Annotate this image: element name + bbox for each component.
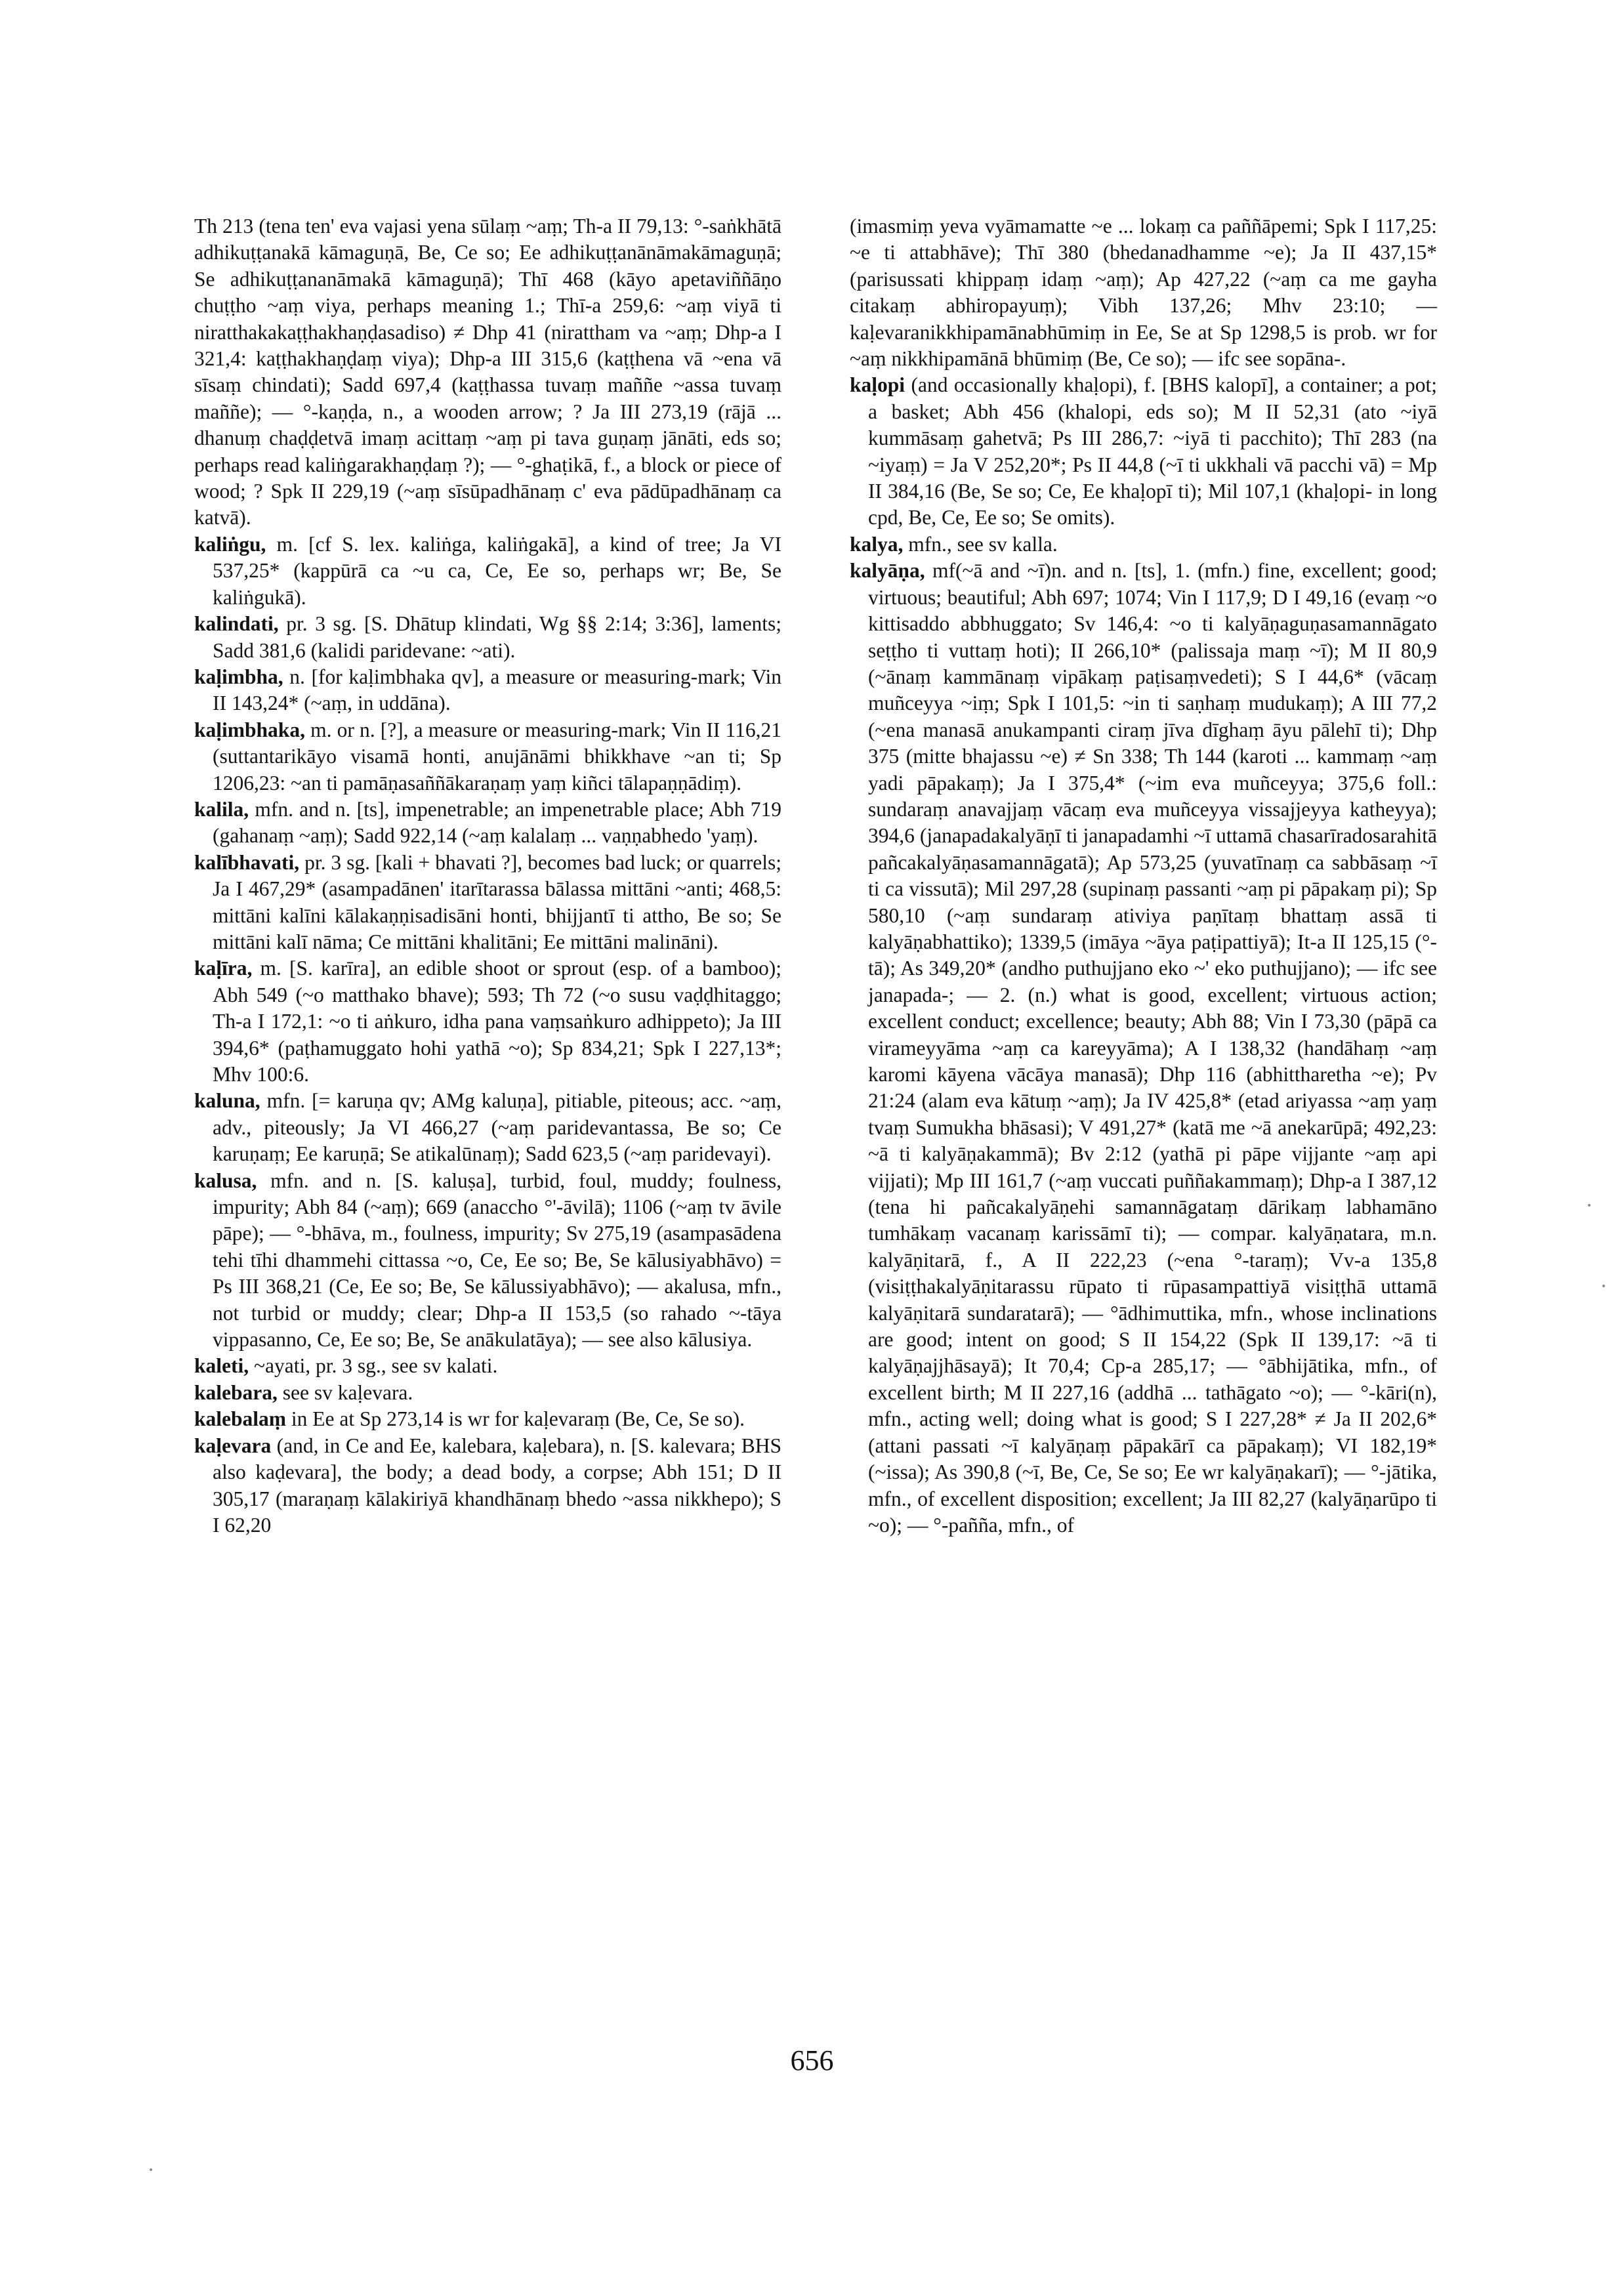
dictionary-entry	[194, 1380, 781, 1406]
entry-body: Th 213 (tena ten' eva vajasi yena sūlaṃ ~aṃ; Th-a II 79,13: °-saṅkhātā adhikuṭṭanakā kāmaguṇā, Be, Ce so; Ee adhikuṭṭanānāmakāmaguṇā; Se adhikuṭṭananāmakā kāmaguṇā); Thī 468 (kāyo apetaviññāṇo chuṭṭho ~aṃ viya, perhaps meaning 1.; Thī-a 259,6: ~aṃ viyā ti niratthakakaṭṭhakhaṇḍasadiso) ≠ Dhp 41 (nirattham va ~aṃ; Dhp-a I 321,4: kaṭṭhakhaṇḍaṃ viya); Dhp-a III 315,6 (kaṭṭhena vā ~ena vā sīsaṃ chindati); Sadd 697,4 (kaṭṭhassa tuvaṃ maññe ~assa tuvaṃ maññe); — °-kaṇḍa, n., a wooden arrow; ? Ja III 273,19 (rājā ... dhanuṃ chaḍḍetvā imaṃ acittaṃ ~aṃ pi tava guṇaṃ jānāti, eds so; perhaps read kaliṅgarakhaṇḍaṃ ?); — °-ghaṭikā, f., a block or piece of wood; ? Spk II 229,19 (~aṃ sīsūpadhānaṃ c' eva pādūpadhānaṃ ca katvā).	[194, 215, 781, 529]
dictionary-entry	[850, 558, 1437, 1539]
headword: kaleti,	[194, 1354, 249, 1378]
dictionary-entry	[194, 1406, 781, 1432]
entry-body: m. [cf S. lex. kaliṅga, kaliṅgakā], a kind of tree; Ja VI 537,25* (kappūrā ca ~u ca, Ce, Ee so, perhaps wr; Be, Se kaliṅgukā).	[213, 532, 781, 609]
headword: kalībhavati,	[194, 850, 300, 874]
headword: kaluna,	[194, 1089, 260, 1113]
entry-body: (and occasionally khaḷopi), f. [BHS kalopī], a container; a pot; a basket; Abh 456 (khalopi, eds so); M II 52,31 (ato ~iyā kummāsaṃ gahetvā; Ps III 286,7: ~iyā ti pacchito); Thī 283 (na ~iyaṃ) = Ja V 252,20*; Ps II 44,8 (~ī ti ukkhali vā pacchi vā) = Mp II 384,16 (Be, Se so; Ce, Ee khaḷopī ti); Mil 107,1 (khaḷopi- in long cpd, Be, Ce, Ee so; Se omits).	[868, 373, 1437, 529]
headword: kalyāṇa,	[850, 559, 925, 583]
scan-speck	[1602, 1285, 1605, 1287]
headword: kaḷimbhaka,	[194, 718, 305, 741]
dictionary-entry	[194, 955, 781, 1088]
dictionary-entry	[194, 1168, 781, 1354]
headword: kalusa,	[194, 1168, 257, 1192]
dictionary-entry	[850, 213, 1437, 372]
entry-body: see sv kaḷevara.	[277, 1380, 413, 1404]
entry-body: pr. 3 sg. [kali + bhavati ?], becomes bad luck; or quarrels; Ja I 467,29* (asampadānen' itarītarassa bālassa mittāni ~anti; 468,5: mittāni kalīni kālakaṇṇisadisāni honti, bhijjantī ti attho, Be so; Se mittāni kalī nāma; Ce mittāni khalitāni; Ee mittāni malināni).	[213, 850, 781, 953]
scan-speck	[150, 2168, 152, 2171]
entry-body: mf(~ā and ~ī)n. and n. [ts], 1. (mfn.) fine, excellent; good; virtuous; beautiful; Abh 697; 1074; Vin I 117,9; D I 49,16 (evaṃ ~o kittisaddo abbhuggato; Sv 146,4: ~o ti kalyāṇaguṇasamannāgato seṭṭho ti vuttaṃ hoti); II 266,10* (palissaja maṃ ~ī); M II 80,9 (~ānaṃ kammānaṃ vipākaṃ paṭisaṃvedeti); S I 44,6* (vācaṃ muñceyya ~iṃ; Spk I 101,5: ~in ti saṇhaṃ mudukaṃ); A III 77,2 (~ena manasā anukampanti ciraṃ jīva dīghaṃ āyu pālehī ti); Dhp 375 (mitte bhajassu ~e) ≠ Sn 338; Th 144 (karoti ... kammaṃ ~aṃ yadi pāpakaṃ); Ja I 375,4* (~im eva muñceyya; 375,6 foll.: sundaraṃ anavajjaṃ vācaṃ eva muñceyya vissajjeyya katheyya); 394,6 (janapadakalyāṇī ti janapadamhi ~ī uttamā chasarīradosarahitā pañcakalyāṇasamannāgatā); Ap 573,25 (yuvatīnaṃ ca sabbāsaṃ ~ī ti ca vissutā); Mil 297,28 (supinaṃ passanti ~aṃ pi pāpakaṃ pi); Sp 580,10 (~aṃ sundaraṃ ativiya paṇītaṃ bhattaṃ assā ti kalyāṇabhattiko); 1339,5 (imāya ~āya paṭipattiyā); It-a II 125,15 (°-tā); As 349,20* (andho puthujjano eko ~' eko puthujjano); — ifc see janapada-; — 2. (n.) what is good, excellent; virtuous action; excellent conduct; excellence; beauty; Abh 88; Vin I 73,30 (pāpā ca virameyyāma ~aṃ ca kareyyāma); A I 138,32 (handāhaṃ ~aṃ karomi kāyena vācāya manasā); Dhp 116 (abhittharetha ~e); Pv 21:24 (alam eva kātuṃ ~aṃ); Ja IV 425,8* (etad ariyassa ~aṃ yaṃ tvaṃ Sumukha bhāsasi); V 491,27* (katā me ~ā anekarūpā; 492,23: ~ā ti kalyāṇakammā); Bv 2:12 (yathā pi pāpe vijjante ~aṃ api vijjati); Mp III 161,7 (~aṃ vuccati puññakammaṃ); Dhp-a I 387,12 (tena hi pañcakalyāṇehi samannāgataṃ dārikaṃ labhamāno tumhākaṃ vacanaṃ karissāmī ti); — compar. kalyāṇatara, m.n. kalyāṇitarā, f., A II 222,23 (~ena °-taraṃ); Vv-a 135,8 (visiṭṭhakalyāṇitarassu rūpato ti rūpasampattiyā visiṭṭhā uttamā kalyāṇitarā sundaratarā); — °ādhimuttika, mfn., whose inclinations are good; intent on good; S II 154,22 (Spk II 139,17: ~ā ti kalyāṇajjhāsayā); It 70,4; Cp-a 285,17; — °ābhijātika, mfn., of excellent birth; M II 227,16 (addhā ... tathāgato ~o); — °-kāri(n), mfn., acting well; doing what is good; S I 227,28* ≠ Ja II 202,6* (attani passati ~ī kalyāṇaṃ pāpakārī ca pāpakaṃ); VI 182,19* (~issa); As 390,8 (~ī, Be, Ce, Se so; Ee wr kalyāṇakarī); — °-jātika, mfn., of excellent disposition; excellent; Ja III 82,27 (kalyāṇarūpo ti ~o); — °-pañña, mfn., of	[868, 559, 1437, 1537]
entry-body: pr. 3 sg. [S. Dhātup klindati, Wg §§ 2:14; 3:36], laments; Sadd 381,6 (kalidi paridevane: ~ati).	[213, 612, 781, 662]
headword: kaliṅgu,	[194, 532, 266, 556]
scan-speck	[1588, 1204, 1591, 1207]
headword: kalebara,	[194, 1380, 278, 1404]
headword: kalya,	[850, 532, 904, 556]
dictionary-entry	[194, 664, 781, 717]
entry-body: mfn. [= karuṇa qv; AMg kaluṇa], pitiable, piteous; acc. ~aṃ, adv., piteously; Ja VI 466,27 (~aṃ paridevantassa, Be so; Ce karuṇaṃ; Ee karuṇā; Se atikalūnaṃ); Sadd 623,5 (~aṃ paridevayi).	[213, 1089, 781, 1166]
headword: kaḷīra,	[194, 957, 253, 980]
headword: kaḷopi	[850, 373, 906, 397]
dictionary-entry	[194, 1088, 781, 1167]
dictionary-entry	[194, 850, 781, 956]
entry-body: in Ee at Sp 273,14 is wr for kaḷevaraṃ (Be, Ce, Se so).	[286, 1407, 745, 1431]
dictionary-entry	[850, 531, 1437, 558]
dictionary-entry	[194, 611, 781, 664]
headword: kalindati,	[194, 612, 279, 636]
left-column	[194, 213, 781, 1539]
entry-body: mfn. and n. [S. kaluṣa], turbid, foul, muddy; foulness, impurity; Abh 84 (~aṃ); 669 (anaccho °'-āvilā); 1106 (~aṃ tv āvile pāpe); — °-bhāva, m., foulness, impurity; Sv 275,19 (asampasādena tehi tīhi dhammehi cittassa ~o, Ce, Ee so; Be, Se kālusiyabhāvo) = Ps III 368,21 (Ce, Ee so; Be, Se kālussiyabhāvo); — akalusa, mfn., not turbid or muddy; clear; Dhp-a II 153,5 (so rahado ~-tāya vippasanno, Ce, Ee so; Be, Se anākulatāya); — see also kālusiya.	[213, 1168, 781, 1352]
dictionary-entry	[194, 531, 781, 611]
dictionary-entry	[194, 796, 781, 850]
entry-body: (imasmiṃ yeva vyāmamatte ~e ... lokaṃ ca paññāpemi; Spk I 117,25: ~e ti attabhāve); Thī 380 (bhedanadhamme ~e); Ja II 437,15* (parisussati khippaṃ idaṃ ~aṃ); Ap 427,22 (~aṃ ca me gayha citakaṃ abhiropayuṃ); Vibh 137,26; Mhv 23:10; — kaḷevaranikkhipamānabhūmiṃ in Ee, Se at Sp 1298,5 is prob. wr for ~aṃ nikkhipamānā bhūmiṃ (Be, Ce so); — ifc see sopāna-.	[850, 215, 1437, 371]
entry-body: (and, in Ce and Ee, kalebara, kaḷebara), n. [S. kalevara; BHS also kaḍevara], the body; a dead body, a corpse; Abh 151; D II 305,17 (maraṇaṃ kālakiriyā khandhānaṃ bhedo ~assa nikkhepo); S I 62,20	[213, 1434, 781, 1537]
headword: kalebalaṃ	[194, 1407, 287, 1431]
entry-body: ~ayati, pr. 3 sg., see sv kalati.	[249, 1354, 498, 1378]
headword: kaḷevara	[194, 1434, 272, 1457]
dictionary-entry	[194, 717, 781, 796]
headword: kaḷimbha,	[194, 665, 283, 688]
entry-body: m. or n. [?], a measure or measuring-mark; Vin II 116,21 (suttantarikāyo visamā honti, anujānāmi bhikkhave ~an ti; Sp 1206,23: ~an ti pamāṇasaññākaraṇaṃ yaṃ kiñci tālapaṇṇādiṃ).	[213, 718, 781, 795]
dictionary-entry	[850, 372, 1437, 531]
entry-body: m. [S. karīra], an edible shoot or sprout (esp. of a bamboo); Abh 549 (~o matthako bhave); 593; Th 72 (~o susu vaḍḍhitaggo; Th-a I 172,1: ~o ti aṅkuro, idha pana vaṃsaṅkuro adhippeto); Ja III 394,6* (paṭhamuggato hohi yathā ~o); Sp 834,21; Spk I 227,13*; Mhv 100:6.	[213, 957, 781, 1086]
right-column	[850, 213, 1437, 1539]
dictionary-entry	[194, 1433, 781, 1539]
page-number: 656	[790, 2044, 834, 2077]
dictionary-entry	[194, 1353, 781, 1379]
dictionary-entry	[194, 213, 781, 531]
entry-body: mfn., see sv kalla.	[903, 532, 1058, 556]
entry-body: mfn. and n. [ts], impenetrable; an impenetrable place; Abh 719 (gahanaṃ ~aṃ); Sadd 922,14 (~aṃ kalalaṃ ... vaṇṇabhedo 'yaṃ).	[213, 797, 781, 848]
headword: kalila,	[194, 797, 249, 821]
entry-body: n. [for kaḷimbhaka qv], a measure or measuring-mark; Vin II 143,24* (~aṃ, in uddāna).	[213, 665, 781, 715]
